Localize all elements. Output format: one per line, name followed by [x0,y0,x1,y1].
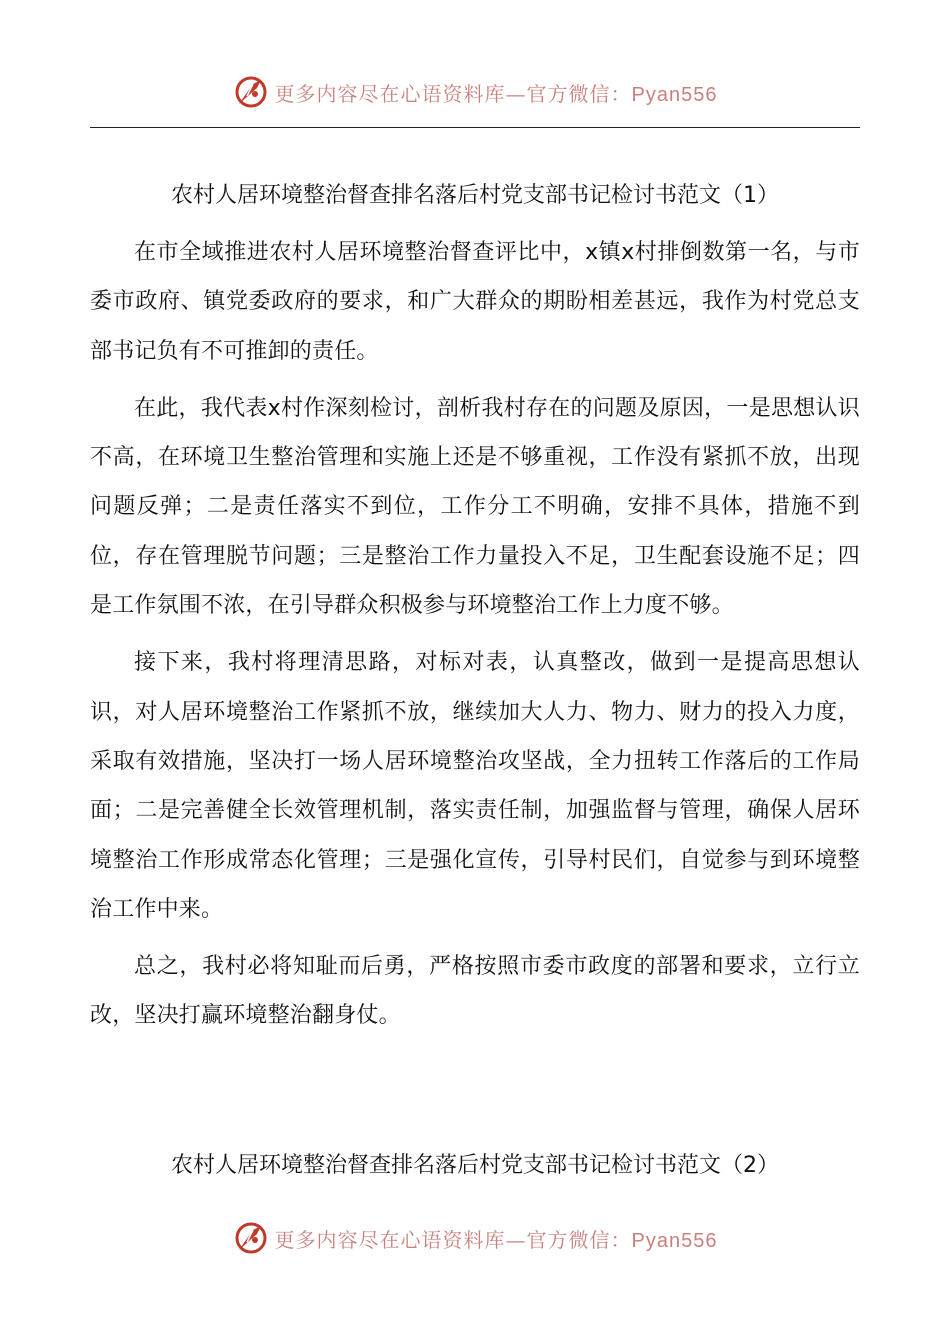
pen-nib-logo-icon [233,1220,269,1256]
footer-banner [0,1216,950,1260]
banner-text-cn: 更多内容尽在心语资料库—官方微信： [274,1227,632,1252]
paragraph-4: 总之，我村必将知耻而后勇，严格按照市委市政度的部署和要求，立行立改，坚决打赢环境整治翻身仗。 [90,954,860,1029]
banner-text-cn: 更多内容尽在心语资料库—官方微信： [274,81,632,106]
paragraph-1: 在市全域推进农村人居环境整治督查评比中，x镇x村排倒数第一名，与市委市政府、镇党委政府的要求，和广大群众的期盼相差甚远，我作为村党总支部书记负有不可推卸的责任。 [90,240,860,364]
document-title-2: 农村人居环境整治督查排名落后村党支部书记检讨书范文（2） [171,1153,779,1178]
pen-nib-logo-icon [233,74,269,110]
banner-text [275,1224,718,1253]
paragraph-3: 接下来，我村将理清思路，对标对表，认真整改，做到一是提高思想认识，对人居环境整治工作紧抓不放，继续加大人力、物力、财力的投入力度，采取有效措施，坚决打一场人居环境整治攻坚战，全力扭转工作落后的工作局面；二是完善健全长效管理机制，落实责任制，加强监督与管理，确保人居环境整治工作形成常态化管理；三是强化宣传，引导村民们，自觉参与到环境整治工作中来。 [90,650,860,922]
header-divider [90,127,860,128]
document-body [90,172,860,1041]
banner-wechat-id: Pyan556 [631,83,718,106]
banner-wechat-id: Pyan556 [631,1229,718,1252]
paragraph-2: 在此，我代表x村作深刻检讨，剖析我村存在的问题及原因，一是思想认识不高，在环境卫生整治管理和实施上还是不够重视，工作没有紧抓不放，出现问题反弹；二是责任落实不到位，工作分工不明确，安排不具体，措施不到位，存在管理脱节问题；三是整治工作力量投入不足，卫生配套设施不足；四是工作氛围不浓，在引导群众积极参与环境整治工作上力度不够。 [90,395,860,619]
document-title-1: 农村人居环境整治督查排名落后村党支部书记检讨书范文（1） [171,183,779,208]
banner-text [275,78,718,107]
header-banner [0,70,950,114]
